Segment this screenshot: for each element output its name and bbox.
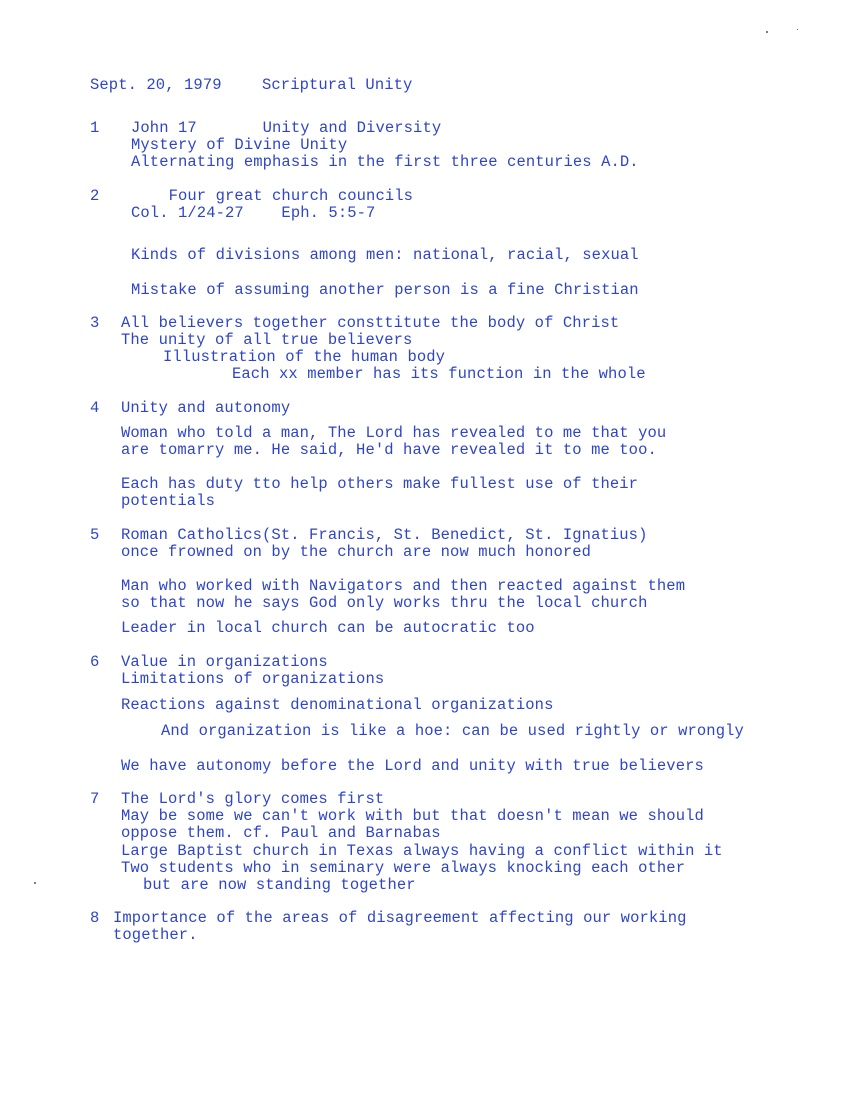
section-number: 3 (90, 314, 100, 332)
scan-speck (34, 882, 36, 884)
header-date: Sept. 20, 1979 (90, 76, 222, 94)
section-line: once frowned on by the church are now much honored (121, 543, 592, 561)
section-line: Col. 1/24-27 Eph. 5:5-7 (131, 204, 376, 222)
section-line: oppose them. cf. Paul and Barnabas (121, 824, 441, 842)
section-line: Reactions against denominational organizations (121, 696, 554, 714)
section-line: Woman who told a man, The Lord has revealed to me that you (121, 424, 667, 442)
scan-speck (766, 31, 768, 33)
section-line: And organization is like a hoe: can be used rightly or wrongly (161, 722, 744, 740)
section-line: so that now he says God only works thru the local church (121, 594, 648, 612)
section-number: 5 (90, 526, 100, 544)
section-line: Roman Catholics(St. Francis, St. Benedict, St. Ignatius) (121, 526, 648, 544)
section-line: together. (113, 926, 198, 944)
section-line: May be some we can't work with but that doesn't mean we should (121, 807, 704, 825)
section-number: 4 (90, 399, 100, 417)
section-line: Four great church councils (131, 187, 414, 205)
section-line: Kinds of divisions among men: national, racial, sexual (131, 246, 639, 264)
section-line: Two students who in seminary were always knocking each other (121, 859, 686, 877)
section-line: Mystery of Divine Unity (131, 136, 348, 154)
section-line: are tomarry me. He said, He'd have revealed it to me too. (121, 441, 657, 459)
section-number: 8 (90, 909, 100, 927)
section-line: but are now standing together (143, 876, 416, 894)
section-line: Each has duty tto help others make fullest use of their (121, 475, 639, 493)
section-number: 6 (90, 653, 100, 671)
section-line: Importance of the areas of disagreement affecting our working (113, 909, 687, 927)
section-line: The Lord's glory comes first (121, 790, 385, 808)
section-line: Limitations of organizations (121, 670, 385, 688)
section-number: 1 (90, 119, 100, 137)
section-line: Leader in local church can be autocratic too (121, 619, 535, 637)
section-number: 7 (90, 790, 100, 808)
section-line: potentials (121, 492, 216, 510)
section-line: Value in organizations (121, 653, 328, 671)
section-line: Mistake of assuming another person is a fine Christian (131, 281, 639, 299)
scan-speck (797, 29, 798, 30)
section-line: Man who worked with Navigators and then reacted against them (121, 577, 686, 595)
section-line: Each xx member has its function in the whole (232, 365, 646, 383)
section-line: All believers together consttitute the body of Christ (121, 314, 620, 332)
section-line: Alternating emphasis in the first three centuries A.D. (131, 153, 639, 171)
section-line: Illustration of the human body (163, 348, 446, 366)
section-line: John 17 Unity and Diversity (131, 119, 442, 137)
section-line: Unity and autonomy (121, 399, 291, 417)
section-line: The unity of all true believers (121, 331, 413, 349)
section-number: 2 (90, 187, 100, 205)
header-title: Scriptural Unity (262, 76, 413, 94)
section-line: Large Baptist church in Texas always having a conflict within it (121, 842, 723, 860)
section-line: We have autonomy before the Lord and unity with true believers (121, 757, 704, 775)
